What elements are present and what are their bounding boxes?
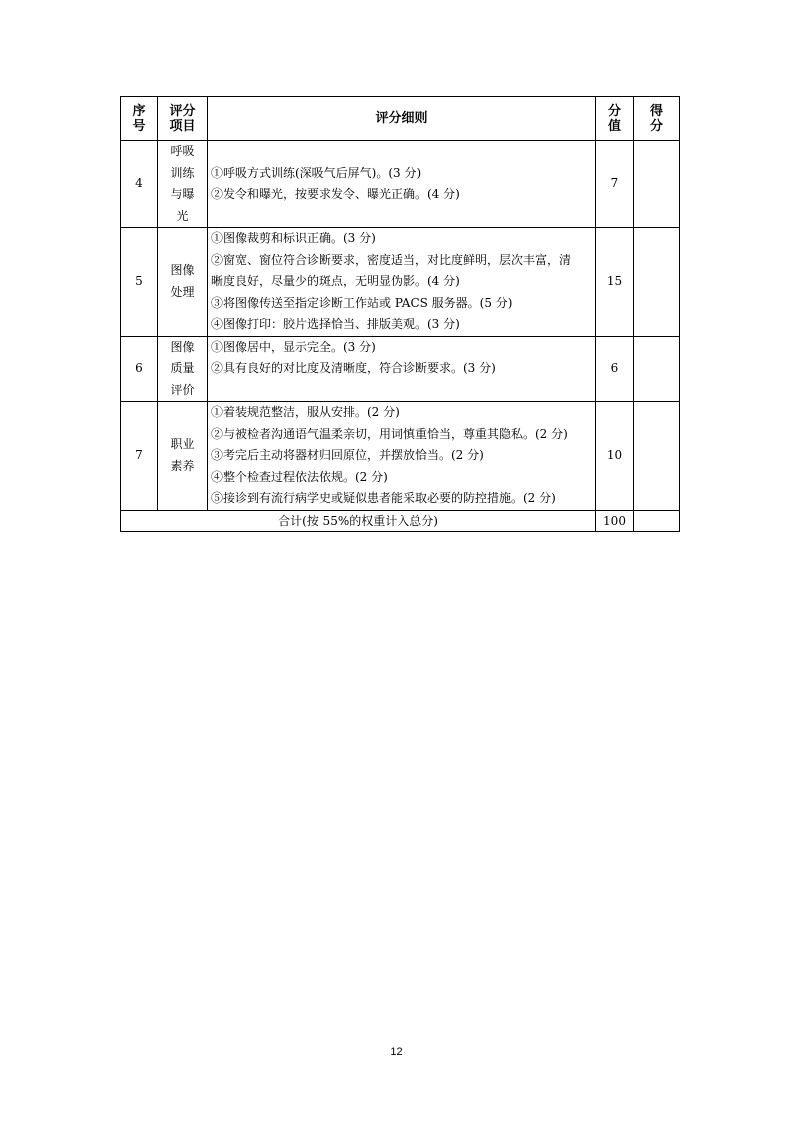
header-points: 分值 [596,97,634,141]
row-points: 15 [596,228,634,337]
page-number: 12 [390,1046,403,1058]
row-index: 7 [121,402,158,511]
row-score [634,336,680,402]
total-label: 合计(按 55%的权重计入总分) [121,510,596,531]
detail-line: ②具有良好的对比度及清晰度，符合诊断要求。(3 分) [211,361,496,375]
table-row [121,228,680,337]
total-points: 100 [596,510,634,531]
total-score [634,510,680,531]
detail-line: ③考完后主动将器材归回原位，并摆放恰当。(2 分) [211,448,484,462]
row-index: 4 [121,141,158,228]
header-item: 评分项目 [158,97,208,141]
row-points: 7 [596,141,634,228]
header-index: 序号 [121,97,158,141]
scoring-table [120,96,680,532]
detail-line: ④整个检查过程依法依规。(2 分) [211,469,388,484]
row-item: 呼吸训练与曝光 [158,141,208,228]
row-points: 10 [596,402,634,511]
detail-line: ④图像打印：胶片选择恰当、排版美观。(3 分) [211,317,460,331]
row-index: 5 [121,228,158,337]
detail-line: ②发令和曝光，按要求发令、曝光正确。(4 分) [211,187,460,201]
detail-line: ①图像裁剪和标识正确。(3 分) [211,231,376,245]
table-row [121,336,680,402]
detail-line: ⑤接诊到有流行病学史或疑似患者能采取必要的防控措施。(2 分) [211,491,556,505]
table-row [121,402,680,511]
table-header-row [121,97,680,141]
row-index: 6 [121,336,158,402]
row-details [208,141,596,228]
detail-line: ①呼吸方式训练(深吸气后屏气)。(3 分) [211,165,422,180]
row-score [634,228,680,337]
detail-line: 晰度良好，尽量少的斑点，无明显伪影。(4 分) [211,274,460,288]
detail-line: ②窗宽、窗位符合诊断要求，密度适当，对比度鲜明，层次丰富，清 [211,252,572,267]
row-details [208,336,596,402]
row-score [634,141,680,228]
header-detail: 评分细则 [208,97,596,141]
row-details [208,228,596,337]
row-points: 6 [596,336,634,402]
row-score [634,402,680,511]
detail-line: ①着装规范整洁，服从安排。(2 分) [211,405,400,419]
detail-line: ①图像居中，显示完全。(3 分) [211,339,376,354]
table-row [121,141,680,228]
row-details [208,402,596,511]
header-score: 得分 [634,97,680,141]
detail-line: ③将图像传送至指定诊断工作站或 PACS 服务器。(5 分) [211,295,513,310]
row-item: 图像处理 [158,228,208,337]
row-item: 图像质量评价 [158,336,208,402]
row-item: 职业素养 [158,402,208,511]
detail-line: ②与被检者沟通语气温柔亲切，用词慎重恰当，尊重其隐私。(2 分) [211,426,568,441]
total-row [121,510,680,531]
